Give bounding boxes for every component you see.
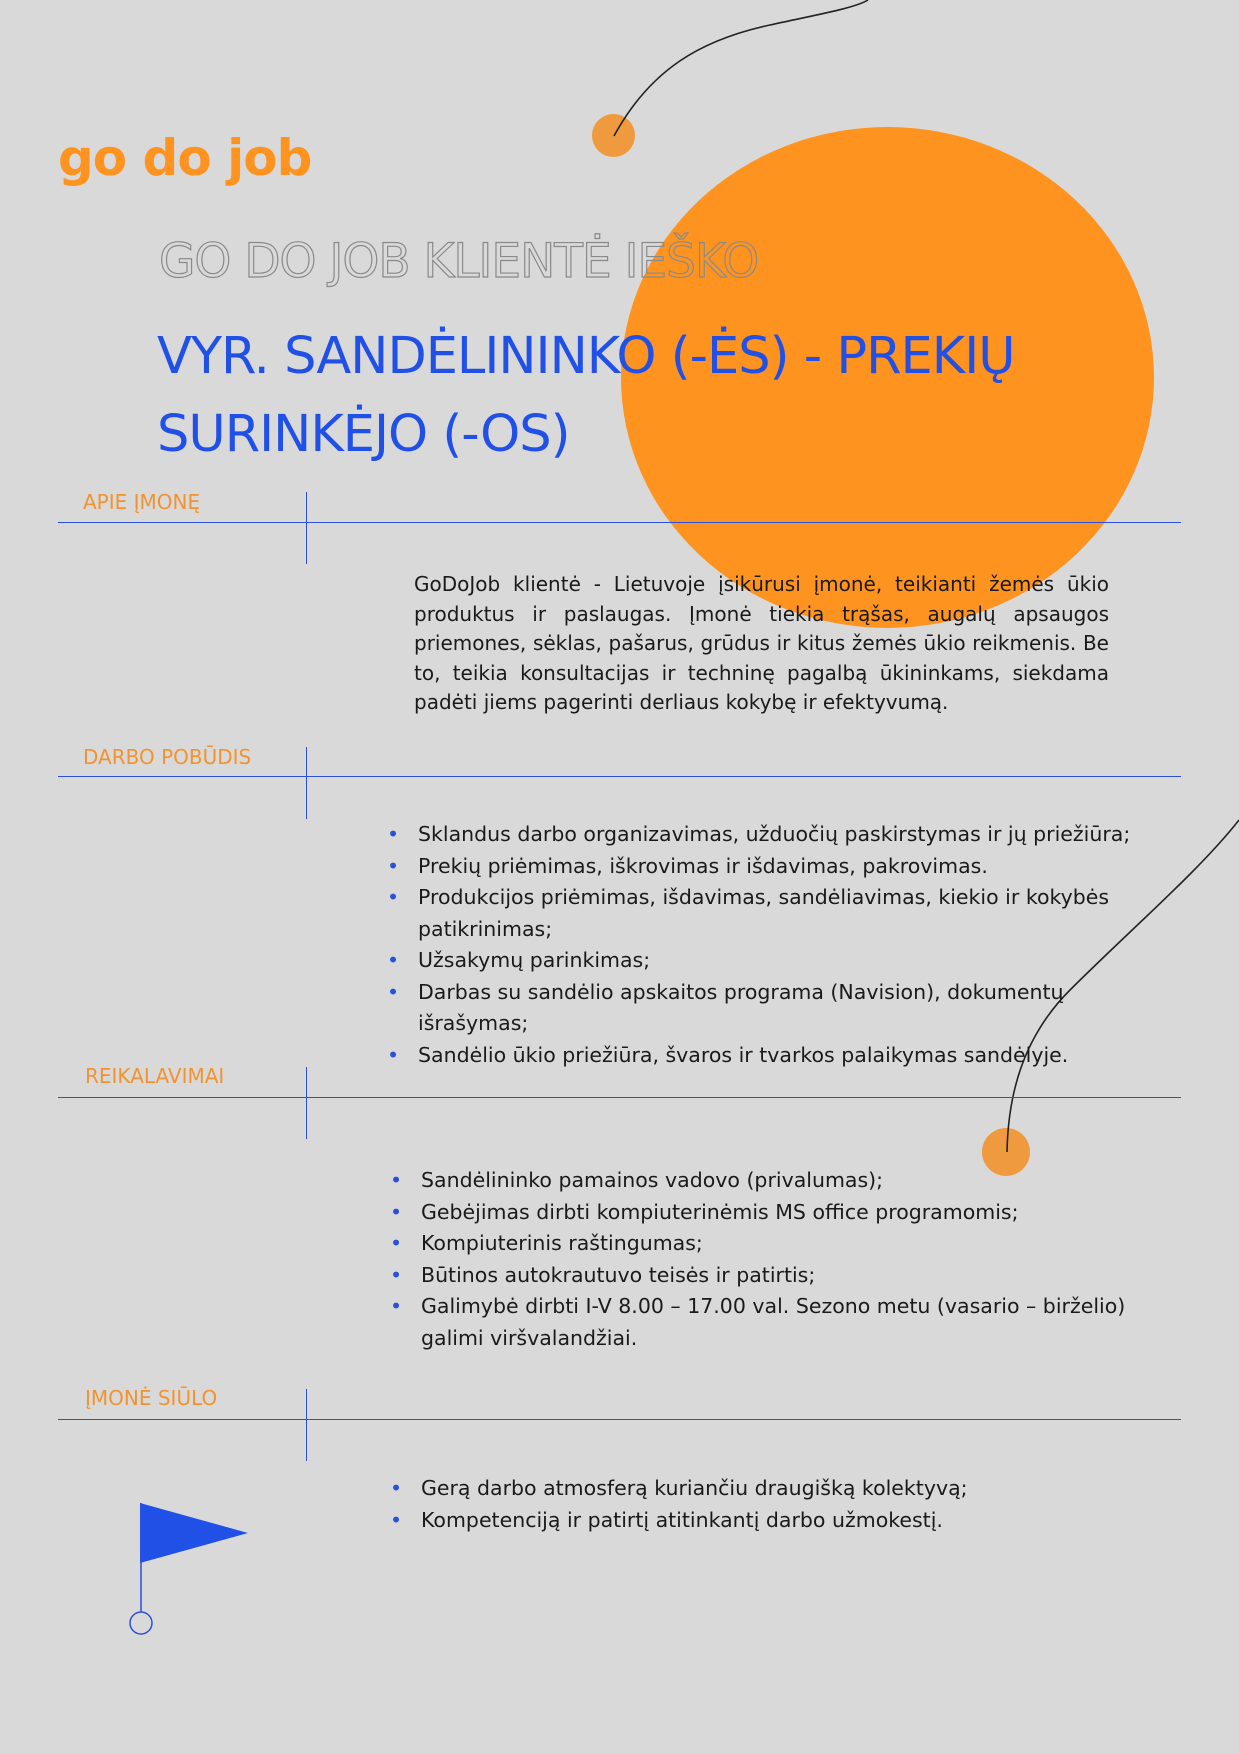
job-title [157, 318, 1157, 474]
list-item: • Prekių priėmimas, iškrovimas ir išdavimas, pakrovimas. [387, 851, 1177, 883]
work-duties-list [387, 819, 1177, 1071]
list-item: • Sandėlio ūkio priežiūra, švaros ir tvarkos palaikymas sandėlyje. [387, 1040, 1177, 1072]
section-divider-vertical [306, 1389, 307, 1461]
job-title-line-1: VYR. SANDĖLININKO (-ĖS) - PREKIŲ [157, 327, 1015, 386]
company-description: GoDoJob klientė - Lietuvoje įsikūrusi įmonė, teikianti žemės ūkio produktus ir paslaugas. Įmonė tiekia trąšas, augalų apsaugos priemones, sėklas, pašarus, grūdus ir kitus žemės ūkio reikmenis. Be to, teikia konsultacijas ir techninę pagalbą ūkininkams, siekdama padėti jiems pagerinti derliaus kokybę ir efektyvumą. [414, 572, 1109, 714]
flag-icon [120, 1495, 260, 1640]
list-item: • Kompiuterinis raštingumas; [390, 1228, 1170, 1260]
list-item: • Kompetenciją ir patirtį atitinkantį darbo užmokestį. [390, 1505, 1170, 1537]
section-divider [58, 522, 1181, 523]
list-item: • Darbas su sandėlio apskaitos programa (Navision), dokumentų išrašymas; [387, 977, 1177, 1040]
section-divider [58, 1097, 1181, 1098]
list-item: • Galimybė dirbti I-V 8.00 – 17.00 val. Sezono metu (vasario – birželio) galimi viršvalandžiai. [390, 1291, 1170, 1354]
go-do-job-logo: go do job [58, 129, 312, 187]
section-divider-vertical [306, 492, 307, 564]
section-divider [58, 776, 1181, 777]
list-item: • Gerą darbo atmosferą kuriančiu draugišką kolektyvą; [390, 1473, 1170, 1505]
job-title-line-2: SURINKĖJO (-OS) [157, 405, 570, 464]
offer-list [390, 1473, 1170, 1536]
list-item: • Sklandus darbo organizavimas, užduočių paskirstymas ir jų priežiūra; [387, 819, 1177, 851]
requirements-list [390, 1165, 1170, 1354]
list-item: • Sandėlininko pamainos vadovo (privalumas); [390, 1165, 1170, 1197]
section-divider [58, 1419, 1181, 1420]
section-label-work: DARBO POBŪDIS [83, 745, 252, 769]
list-item: • Užsakymų parinkimas; [387, 945, 1177, 977]
section-divider-vertical [306, 1067, 307, 1139]
section-label-requirements: REIKALAVIMAI [85, 1064, 225, 1088]
list-item: • Gebėjimas dirbti kompiuterinėmis MS office programomis; [390, 1197, 1170, 1229]
headline-intro: GO DO JOB KLIENTĖ IEŠKO [159, 234, 759, 289]
section-divider-vertical [306, 747, 307, 819]
section-label-offer: ĮMONĖ SIŪLO [85, 1386, 218, 1410]
list-item: • Būtinos autokrautuvo teisės ir patirtis; [390, 1260, 1170, 1292]
list-item: • Produkcijos priėmimas, išdavimas, sandėliavimas, kiekio ir kokybės patikrinimas; [387, 882, 1177, 945]
section-label-about: APIE ĮMONĘ [83, 490, 201, 514]
